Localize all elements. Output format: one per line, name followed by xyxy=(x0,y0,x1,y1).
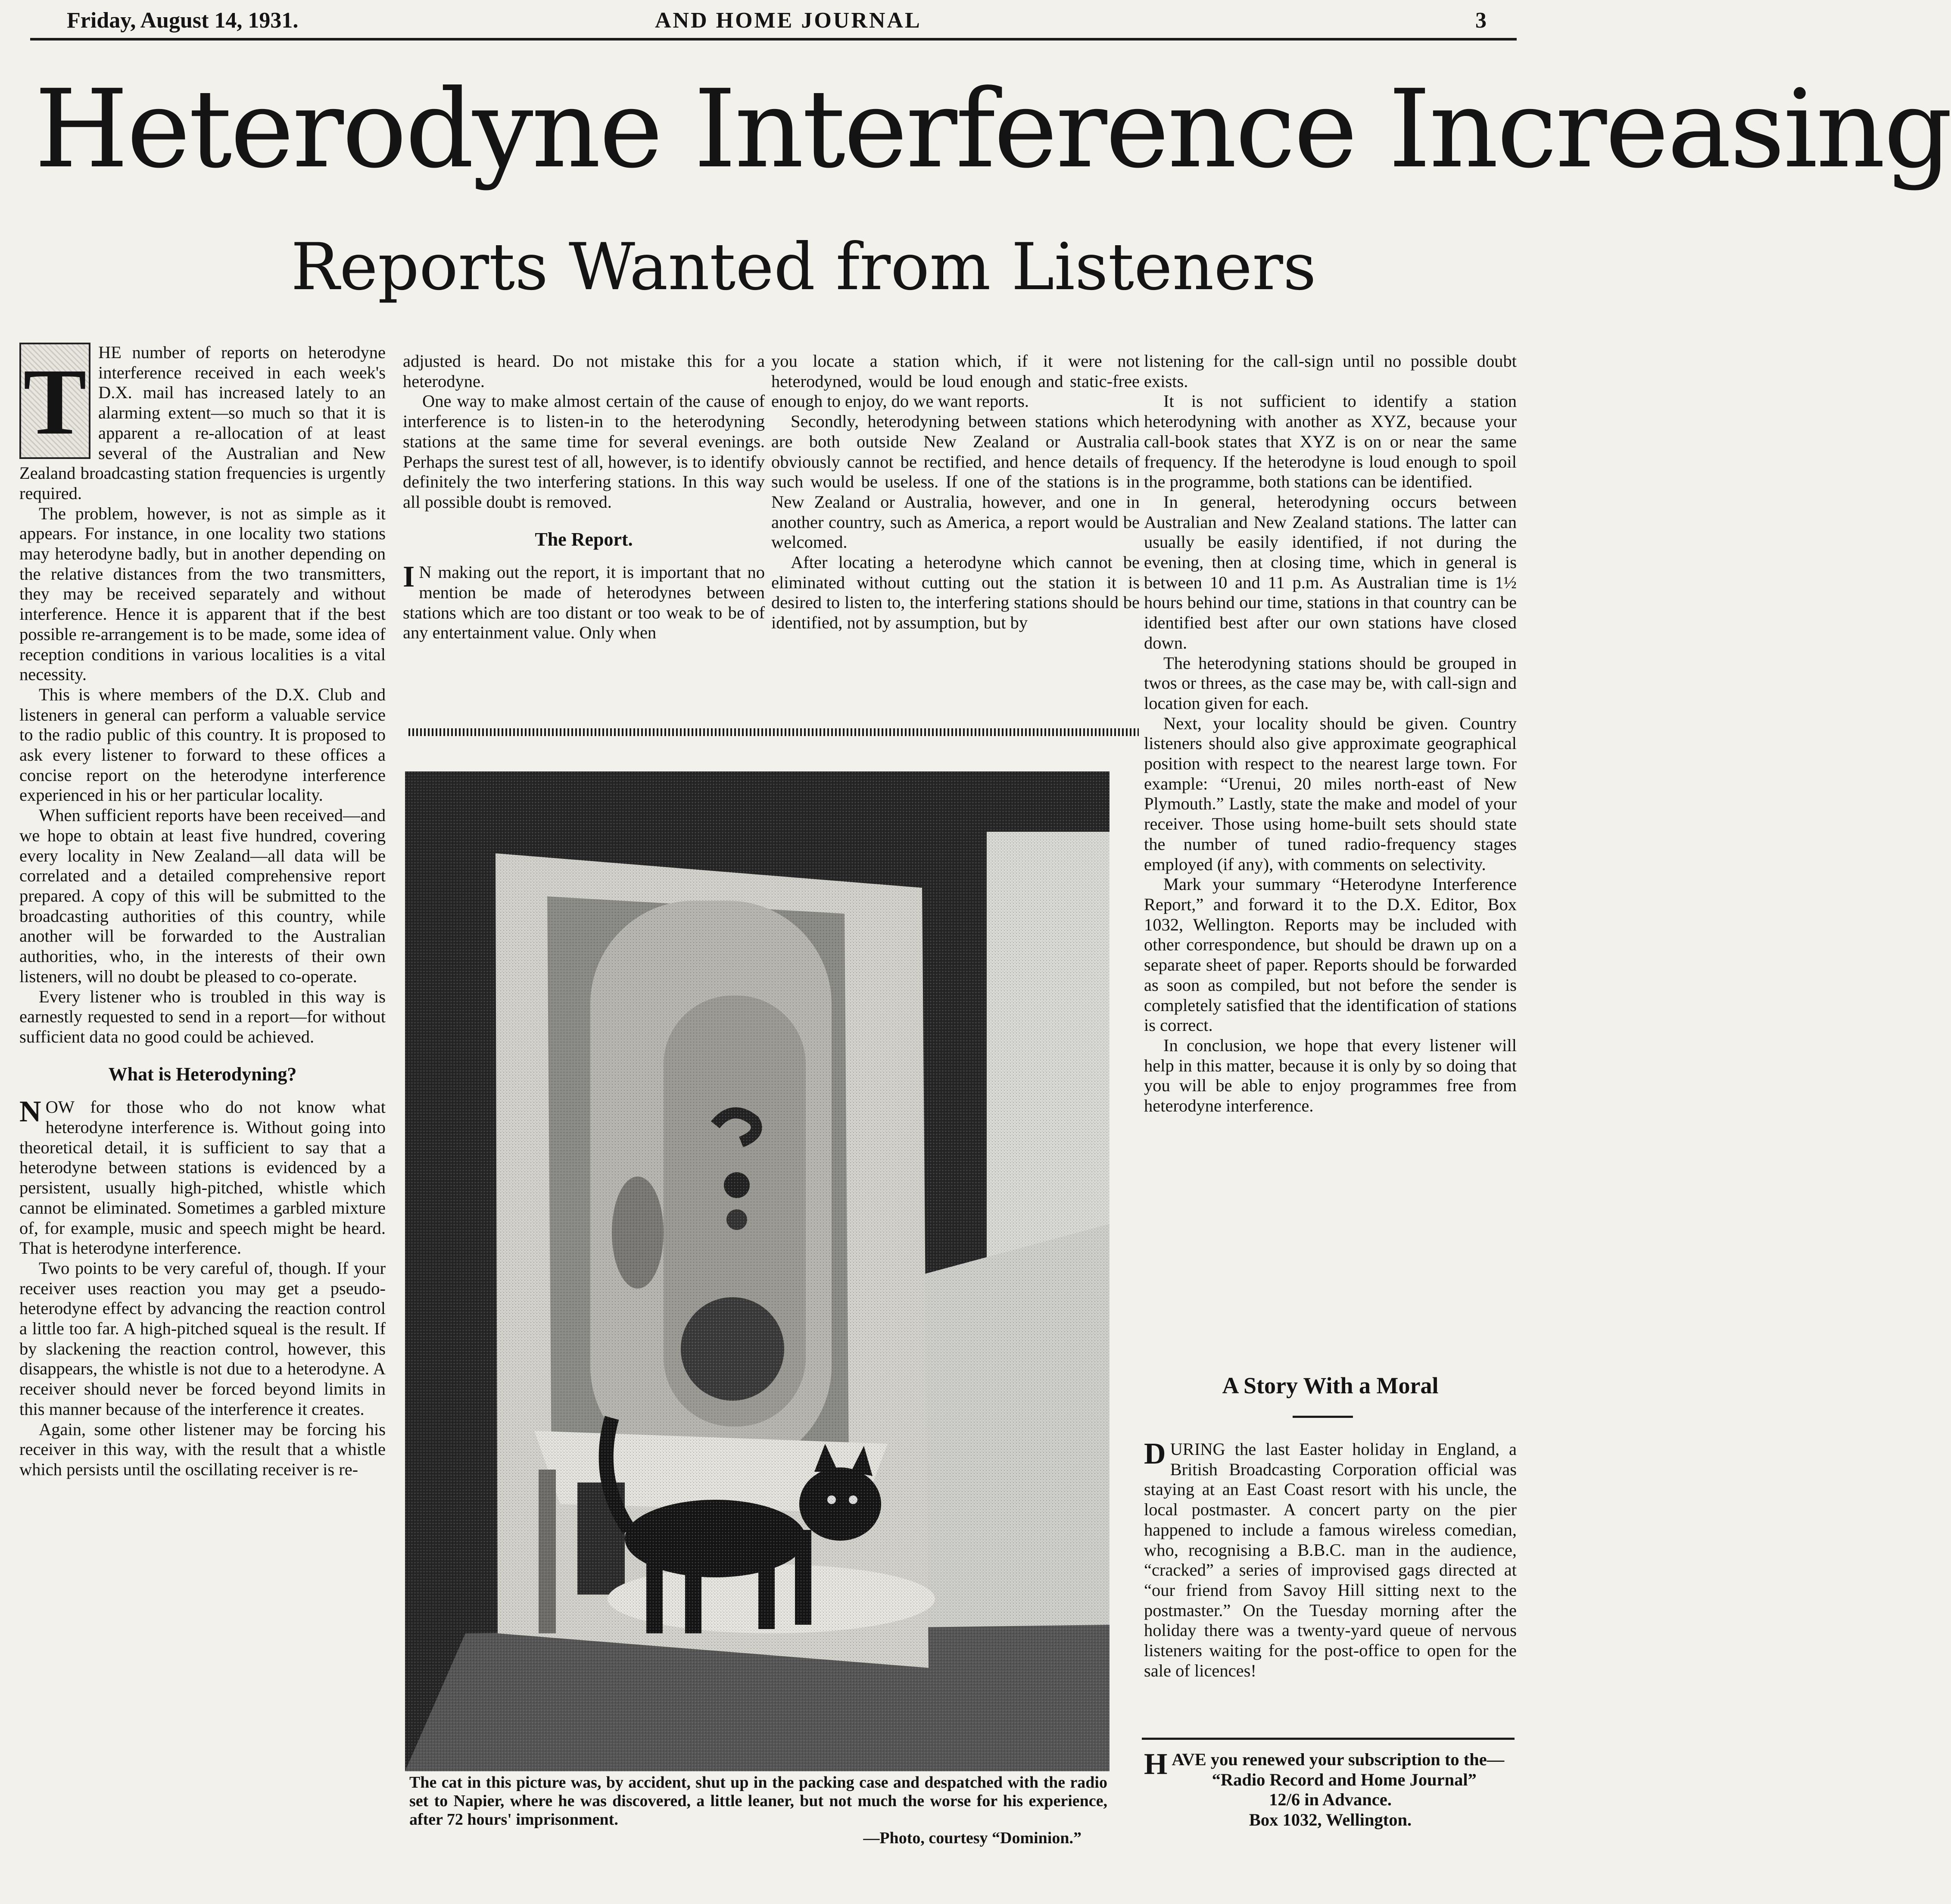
section-heading: The Report. xyxy=(535,528,633,550)
drop-letter: N xyxy=(19,1095,41,1129)
story-title: A Story With a Moral xyxy=(1222,1373,1439,1398)
initial-letter: T xyxy=(23,349,87,454)
paragraph: adjusted is heard. Do not mistake this for a heterodyne. xyxy=(403,351,765,391)
paragraph: The problem, however, is not as simple as it appears. For instance, in one locality two stations may heterodyne badly, but in another depending on the relative distances from the two transmitters, they may be received separately and without interference. Hence it is apparent that if the best possible re-arrangement is to be made, some idea of reception conditions in various localities is a vital necessity. xyxy=(19,503,386,684)
photograph-cat-radio xyxy=(405,771,1110,1771)
subscription-price: 12/6 in Advance. xyxy=(1269,1790,1392,1810)
caption-text: The cat in this picture was, by accident, shut up in the packing case and despatched with the radio set to Napier, where he was discovered, a little leaner, but not much the worse for his experience, after 72 hours' imprisonment. xyxy=(409,1773,1107,1829)
paragraph: Two points to be very careful of, though. If your receiver uses reaction you may get a pseudo-heterodyne effect by advancing the reaction control a little too far. A high-pitched squeal is the result. If by slackening the reaction control, however, this disappears, the whistle is not due to a heterodyne. A receiver should never be forced beyond limits in this manner because of the interference it creates. xyxy=(19,1258,386,1419)
journal-name: AND HOME JOURNAL xyxy=(655,8,922,33)
paragraph: HE number of reports on heterodyne interference received in each week's D.X. mail has increased lately to an alarming extent—so much so that it is apparent a re-allocation of at least several of the Australian and New Zealand broadcasting station frequencies is urgently required. xyxy=(19,343,386,503)
drop-letter: D xyxy=(1144,1437,1166,1470)
journal-title: “Radio Record and Home Journal” xyxy=(1212,1770,1477,1789)
subscription-rule xyxy=(1142,1738,1515,1740)
postal-address: Box 1032, Wellington. xyxy=(1249,1810,1412,1830)
paragraph: In general, heterodyning occurs between Australian and New Zealand stations. The latter can usually be easily identified, if not during the evening, then at closing time, which in general is between 10 and 11 p.m. As Australian time is 1½ hours behind our time, stations in that country can be identified best after our own stations have closed down. xyxy=(1144,492,1517,652)
paragraph: When sufficient reports have been received—and we hope to obtain at least five hundred, covering every locality in New Zealand—all data will be correlated and a detailed comprehensive report prepared. A copy of this will be submitted to the broadcasting authorities of this country, while another will be forwarded to the Australian authorities, who, in the interests of their own listeners, will no doubt be pleased to co-operate. xyxy=(19,805,386,986)
paragraph: It is not sufficient to identify a station heterodyning with another as XYZ, because your call-book states that XYZ is on or near the same frequency. If the heterodyne is loud enough to spoil the programme, both stations can be identified. xyxy=(1144,391,1517,492)
page-header xyxy=(30,8,1512,38)
paragraph: Every listener who is troubled in this way is earnestly requested to send in a report—for without sufficient data no good could be achieved. xyxy=(19,986,386,1046)
header-rule xyxy=(30,38,1517,41)
subscription-text: AVE you renewed your subscription to the— xyxy=(1172,1750,1505,1769)
paragraph: One way to make almost certain of the cause of interference is to listen-in to the heterodyning stations at the same time for several evenings. Perhaps the surest test of all, however, is to identify definitely the two interfering stations. In this way all possible doubt is removed. xyxy=(403,391,765,512)
article-column-2 xyxy=(403,351,765,718)
headline: Heterodyne Interference Increasing xyxy=(34,66,1951,192)
paragraph: Next, your locality should be given. Country listeners should also give approximate geographical position with respect to the nearest large town. For example: “Urenui, 20 miles north-east of New Plymouth.” Lastly, state the make and model of your receiver. Those using home-built sets should state the number of tuned radio-frequency stages employed (if any), with comments on selectivity. xyxy=(1144,713,1517,874)
paragraph: you locate a station which, if it were not heterodyned, would be loud enough and static-free enough to enjoy, do we want reports. xyxy=(771,351,1140,411)
paragraph: Secondly, heterodyning between stations which are both outside New Zealand or Australia obviously cannot be rectified, and hence details of such would be useless. If one of the stations is in New Zealand or Australia, however, and one in another country, such as America, a report would be welcomed. xyxy=(771,412,1140,552)
paragraph: Mark your summary “Heterodyne Interference Report,” and forward it to the D.X. Editor, Box 1032, Wellington. Reports may be included with other correspondence, but should be drawn up on a separate sheet of paper. Reports should be forwarded as soon as compiled, but not before the sender is completely satisfied that the identification of stations is correct. xyxy=(1144,874,1517,1035)
paragraph: In conclusion, we hope that every listener will help in this matter, because it is only by so doing that you will be able to enjoy programmes free from heterodyne interference. xyxy=(1144,1035,1517,1116)
paragraph: Again, some other listener may be forcing his receiver in this way, with the result that a whistle which persists until the oscillating receiver is re- xyxy=(19,1419,386,1479)
article-column-1 xyxy=(19,343,386,1864)
ornamental-initial xyxy=(19,343,90,459)
photo-credit: —Photo, courtesy “Dominion.” xyxy=(863,1829,1081,1847)
paragraph xyxy=(403,562,765,643)
paragraph-text: URING the last Easter holiday in England, a British Broadcasting Corporation official was staying at an East Coast resort with his uncle, the local postmaster. A concert party on the pier happened to include a famous wireless comedian, who, recognising a B.B.C. man in the audience, “cracked” a series of improvised gags directed at “our friend from Savoy Hill sitting next to the postmaster.” On the Tuesday morning after the holiday there was a twenty-yard queue of nervous listeners waiting for the post-office to open for the sale of licences! xyxy=(1144,1439,1517,1680)
paragraph-text: OW for those who do not know what heterodyne interference is. Without going into theoretical detail, it is sufficient to say that a heterodyne between stations is evidenced by a persistent, usually high-pitched, whistle which cannot be eliminated. Sometimes a garbled mixture of, for example, music and speech might be heard. That is heterodyne interference. xyxy=(19,1097,386,1258)
ornamental-divider xyxy=(408,728,1139,736)
paragraph xyxy=(19,1097,386,1258)
story-column xyxy=(1144,1439,1517,1741)
drop-letter: H xyxy=(1144,1748,1168,1781)
drop-letter: I xyxy=(403,560,415,594)
paragraph-text: N making out the report, it is important that no mention be made of heterodynes between stations which are too distant or too weak to be of any entertainment value. Only when xyxy=(403,562,765,643)
paragraph: listening for the call-sign until no possible doubt exists. xyxy=(1144,351,1517,391)
photo-caption xyxy=(409,1773,1107,1848)
paragraph: The heterodyning stations should be grouped in twos or threes, as the case may be, with call-sign and location given for each. xyxy=(1144,653,1517,713)
photo-illustration xyxy=(405,771,1110,1771)
article-column-4 xyxy=(1144,351,1517,1377)
paragraph xyxy=(1144,1439,1517,1681)
subheadline: Reports Wanted from Listeners xyxy=(291,230,1316,305)
section-heading: What is Heterodyning? xyxy=(108,1063,297,1085)
paragraph: This is where members of the D.X. Club and listeners in general can perform a valuable service to the radio public of this country. It is proposed to ask every listener to forward to these offices a concise report on the heterodyne interference experienced in his or her particular locality. xyxy=(19,684,386,805)
subscription-notice xyxy=(1144,1750,1517,1888)
story-rule xyxy=(1293,1416,1353,1418)
page-number: 3 xyxy=(1475,8,1487,33)
article-column-3 xyxy=(771,351,1140,718)
paragraph: After locating a heterodyne which cannot be eliminated without cutting out the station it is desired to listen to, the interfering stations should be identified, not by assumption, but by xyxy=(771,552,1140,633)
issue-date: Friday, August 14, 1931. xyxy=(67,8,299,33)
